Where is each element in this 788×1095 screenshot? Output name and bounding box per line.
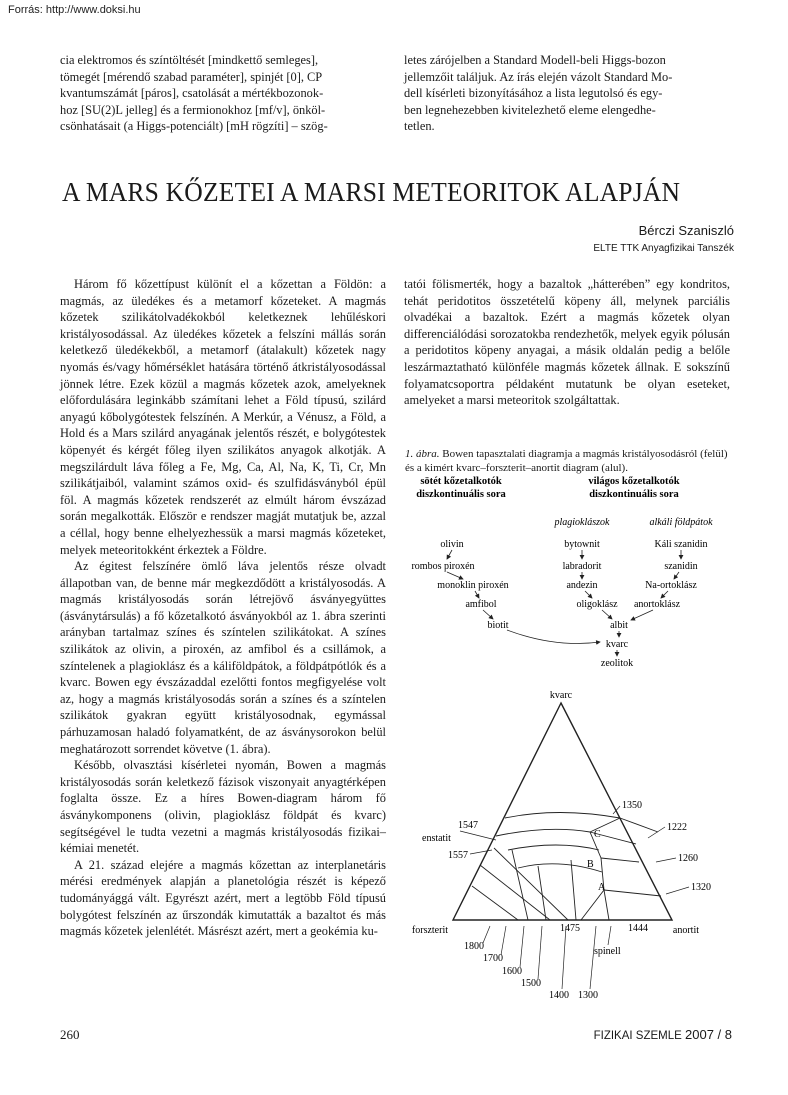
point-label: A: [598, 882, 606, 893]
temperature-label: 1300: [578, 990, 598, 1001]
temperature-label: 1600: [502, 966, 522, 977]
paragraph: tatói fölismerték, hogy a bazaltok „hátterében” egy kondritos, tehát peridotitos összetételű köpeny áll, melynek parciális olvadékai a bazaltok. Ezért a magmás kőzetek olyan differenciálódási sorozatokba rendezhetők, melyek egyik pólusán a peridotitos köpeny anyagai, a másik oldalán pedig a belőle leszármaztatható különféle magmás kőzetek állnak. E sokszínű folyamatcsoportra példaként mutatunk be olyan eseteket, amelyeket a marsi meteoritok szolgáltattak.: [404, 277, 730, 408]
temperature-label: 1320: [691, 882, 711, 893]
bowen-diagram: [395, 470, 740, 680]
mineral-label: zeolitok: [600, 658, 634, 669]
figure-caption-text: Bowen tapasztalati diagramja a magmás kristályosodásról (felül) és a kimért kvarc–forszterit–anortit diagram (alul).: [405, 448, 728, 474]
article-affiliation: ELTE TTK Anyagfizikai Tanszék: [593, 243, 734, 254]
temperature-label: 1400: [549, 990, 569, 1001]
apex-label-quartz: kvarc: [549, 690, 573, 701]
text-line: letes zárójelben a Standard Modell-beli Higgs-bozon: [404, 53, 666, 67]
left-column: [60, 276, 386, 940]
temperature-label: 1557: [448, 850, 468, 861]
source-label[interactable]: Forrás: http://www.doksi.hu: [8, 4, 141, 16]
paragraph: Az égitest felszínére ömlő láva jelentős része olvadt állapotban van, de benne már megkezdődött a kristályosodás. A magmás kristályosodás során létrejövő ásványegyüttes (ásványtársulás) a fő kőzetalkotó ásványokból az 1. ábra szerinti arányban tartalmaz színes és színtelen szilikátokat. A színes szilikátok az olivin, a piroxén, az amfibol és a csillámok, a színtelenek a plagioklász és a káliföldpátok, a földpátpótlók és a kvarc. Bowen egy évszázaddal ezelőtti fontos megfigyelése volt az, hogy a magmás kristályosodás során a színes és a színtelen szilikátok gyakran együtt kristályosodnak, egymással párhuzamosan haladó folyamatként, de az ásványsorokon belül meghatározott sorrendet követve (1. ábra).: [60, 559, 386, 756]
right-column: [404, 276, 730, 409]
light-header-line: diszkontinuális sora: [589, 489, 679, 500]
text-line: ben legnehezebben kivitelezhető eleme elengedhe-: [404, 102, 656, 117]
dark-header-line: sötét kőzetalkotók: [420, 476, 502, 487]
temperature-label: 1444: [628, 923, 648, 934]
journal-name: FIZIKAI SZEMLE: [593, 1030, 682, 1042]
plagioclase-label: plagioklászok: [554, 517, 610, 528]
top-right-paragraph: [404, 52, 730, 135]
mineral-label: olivin: [440, 539, 464, 550]
point-label: B: [587, 859, 594, 870]
mineral-label: amfibol: [465, 599, 497, 610]
text-line: kvantumszámát [páros], csatolását a mértékbozonok-: [60, 86, 324, 101]
ternary-diagram: [408, 690, 728, 1010]
paragraph: A 21. század elejére a magmás kőzettan az interplanetáris mérési eredmények alapján a planetológia részét is képező tudományággá vált. Egyrészt azért, mert a legtöbb Föld típusú bolygótest felszínén az űrszondák kimutatták a bazaltot és más magmás kőzetek jelenlétét. Másrészt azért, mert a geokémia ku-: [60, 857, 386, 939]
region-label: enstatit: [422, 833, 451, 844]
temperature-label: 1700: [483, 953, 503, 964]
figure-caption-label: 1. ábra.: [405, 448, 440, 460]
apex-label-forsterite: forszterit: [411, 925, 448, 936]
text-line: hoz [SU(2)L jelleg] és a fermionokhoz [mf/v], önköl-: [60, 102, 326, 117]
text-line: csönhatásait (a Higgs-potenciált) [mH rögzíti] – szög-: [60, 119, 328, 134]
region-label: spinell: [594, 946, 621, 957]
text-line: tetlen.: [404, 119, 435, 134]
mineral-label: andezin: [566, 580, 598, 591]
mineral-label: oligoklász: [576, 599, 618, 610]
text-line: cia elektromos és színtöltését [mindkettő semleges],: [60, 53, 319, 67]
point-label: C: [594, 829, 601, 840]
mineral-label: Káli szanidin: [654, 539, 708, 550]
mineral-label: szanidin: [664, 561, 698, 572]
mineral-label: biotit: [487, 620, 509, 631]
ternary-triangle: [453, 703, 672, 920]
mineral-label: bytownit: [564, 539, 600, 550]
journal-issue: 2007 / 8: [685, 1027, 732, 1042]
article-title: A MARS KŐZETEI A MARSI METEORITOK ALAPJÁN: [62, 176, 681, 207]
dark-header-line: diszkontinuális sora: [416, 489, 506, 500]
mineral-label: kvarc: [605, 639, 629, 650]
mineral-label: albit: [610, 620, 628, 631]
alkali-feldspar-label: alkáli földpátok: [649, 517, 713, 528]
article-author: Bérczi Szaniszló: [638, 223, 734, 238]
mineral-label: Na-ortoklász: [645, 580, 697, 591]
temperature-label: 1547: [458, 820, 478, 831]
temperature-label: 1800: [464, 941, 484, 952]
mineral-label: monoklin piroxén: [437, 580, 509, 591]
mineral-label: anortoklász: [633, 599, 681, 610]
top-left-paragraph: [60, 52, 386, 135]
ternary-boundaries: [472, 813, 661, 921]
apex-label-anorthite: anortit: [672, 925, 699, 936]
paragraph: Három fő kőzettípust különít el a kőzettan a Földön: a magmás, az üledékes és a metamorf kőzeteket. A magmás kőzetek szilikátolvadékokból keletkeznek lehűléskori kristályosodással. Az üledékes kőzetek a felszíni mállás során keletkező üledékekből, a metamorf (átalakult) kőzetek nagy nyomás és/vagy hőmérséklet hatására történő átkristályosodással jönnek létre. Ezek közül a magmás kőzetek azok, amelyeknek előfordulására leginkább számítani lehet a Föld típusú, szilárd anyagú kőbolygótestek felszínén. A Merkúr, a Vénusz, a Föld, a Hold és a Mars szilárd anyagának jelentős részét, e bolygótestek köpenyét és kérgét főleg ilyen szilikátos anyagok alkotják. A megszilárdult láva főleg a Fe, Mg, Ca, Al, Na, K, Ti, Cr, Mn szilikátjaiból, valamint számos oxid- és szulfidásványból épül föl. A magmás kőzetek rendszerét az elmúlt három évszázad során megalkották. Először e rendszer magját mutatjuk be, azzal a céllal, hogy benne elhelyezhessük a marsi magmás kőzeteket, melyek meteoritokként érkeztek a Földre.: [60, 277, 386, 557]
temperature-label: 1475: [560, 923, 580, 934]
light-header-line: világos kőzetalkotók: [588, 476, 680, 487]
journal-footer: [594, 1027, 732, 1042]
text-line: jellemzőit találjuk. Az írás elején vázolt Standard Mo-: [404, 69, 673, 84]
text-line: dell kísérleti bizonyításához a lista legutolsó és egy-: [404, 86, 663, 101]
page-number: 260: [60, 1027, 80, 1042]
temperature-label: 1350: [622, 800, 642, 811]
temperature-label: 1500: [521, 978, 541, 989]
text-line: tömegét [mérendő szabad paraméter], spinjét [0], CP: [60, 69, 323, 84]
paragraph: Később, olvasztási kísérletei nyomán, Bowen a magmás kristályosodás során keletkező fázisok viszonyait anyagtérképen foglalta össze. Ez a híres Bowen-diagram három fő ásványkomponens (olivin, plagioklász földpát és kvarc) segítségével le tudta vezetni a magmás kristályosodás fizikai–kémiai menetét.: [60, 758, 386, 856]
mineral-label: labradorit: [562, 561, 602, 572]
temperature-label: 1222: [667, 822, 687, 833]
temperature-label: 1260: [678, 853, 698, 864]
mineral-label: rombos piroxén: [411, 561, 475, 572]
